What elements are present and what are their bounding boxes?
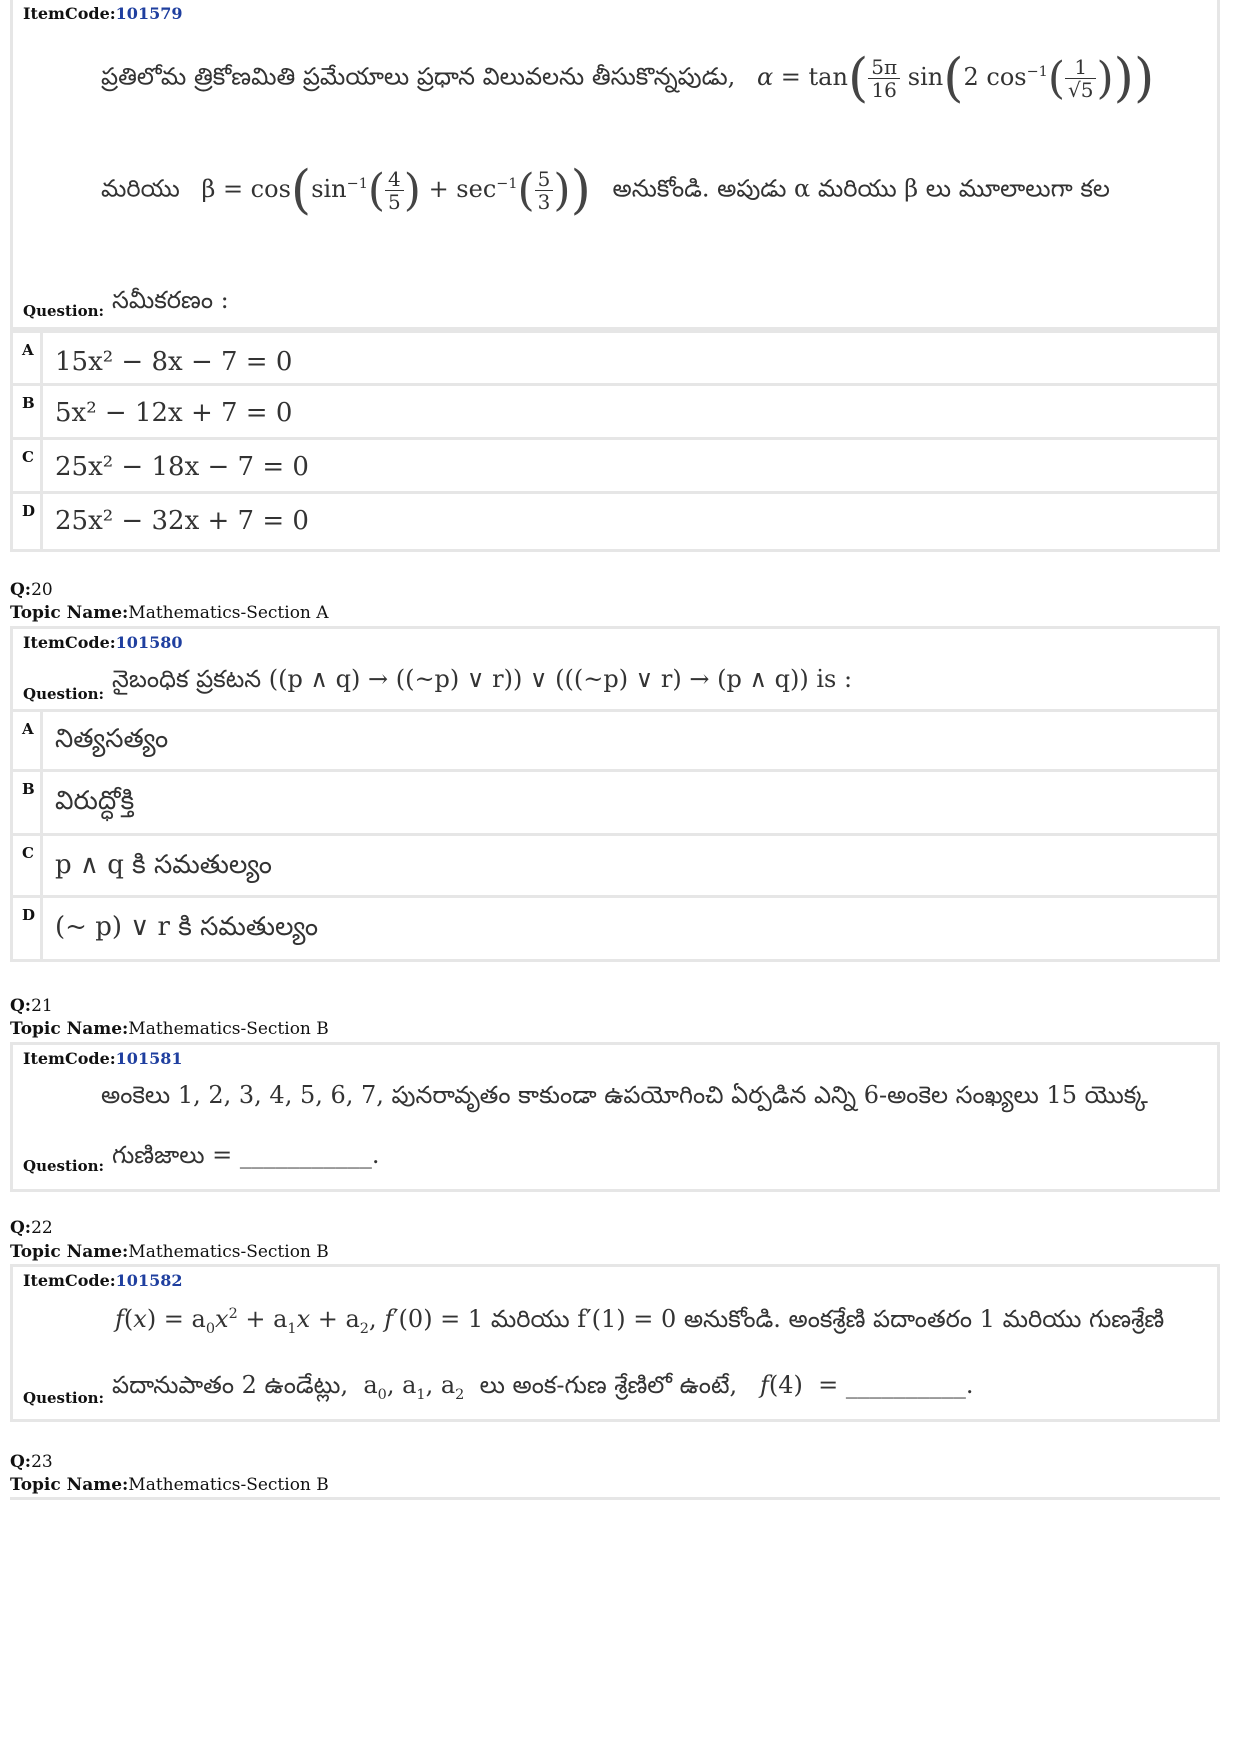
option-letter: B [13, 772, 43, 833]
item-code: ItemCode:101581 [23, 1049, 183, 1068]
question-text: మరియు f′(1) = 0 అనుకోండి. అంకశ్రేణి పదాంతరం 1 మరియు గుణశ్రేణి [490, 1305, 1165, 1333]
option-text: 15x² − 8x − 7 = 0 [55, 347, 293, 377]
option-letter: D [13, 898, 43, 959]
question-label: Question: [23, 685, 105, 703]
option-letter: C [13, 836, 43, 895]
divider [10, 1497, 1220, 1500]
option-text: 5x² − 12x + 7 = 0 [55, 398, 293, 428]
option-d[interactable] [10, 494, 1220, 552]
question-line-1 [115, 1305, 1164, 1339]
coefficients: $a_0$, $a_1$, $a_2$ [355, 1371, 465, 1403]
question-line-2 [101, 160, 1110, 220]
option-letter: C [13, 440, 43, 491]
option-letter: A [13, 712, 43, 769]
option-letter: B [13, 386, 43, 437]
alpha-formula: α = tan( $\frac{5\pi}{16}$ sin(2 $\cos^{-1}$( $\frac{1}{√5}$ ))) [756, 48, 1155, 108]
question-line-1 [101, 48, 1154, 108]
question-text: సమీకరణం : [112, 286, 229, 314]
option-text: విరుద్ధోక్తి [55, 786, 135, 816]
question-number: Q:20 [10, 580, 53, 600]
option-a[interactable] [10, 712, 1220, 772]
option-text: 25x² − 32x + 7 = 0 [55, 506, 309, 536]
question-line-2 [112, 1371, 974, 1405]
question-text: మరియు [101, 174, 180, 203]
option-d[interactable] [10, 898, 1220, 962]
option-text: p ∧ q కి సమతుల్యం [55, 850, 272, 880]
question-text: నైబంధిక ప్రకటన ((p ∧ q) → ((~p) ∨ r)) ∨ (((~p) ∨ r) → (p ∧ q)) is : [112, 665, 853, 693]
option-letter: D [13, 494, 43, 549]
f4-expression: f(4) [760, 1371, 811, 1399]
question-label: Question: [23, 1389, 105, 1407]
option-b[interactable] [10, 772, 1220, 836]
question-number: Q:22 [10, 1218, 53, 1238]
topic-name: Topic Name:Mathematics-Section B [10, 1242, 329, 1262]
option-text: 25x² − 18x − 7 = 0 [55, 452, 309, 482]
q21-question-box [10, 1042, 1220, 1192]
question-text: పదానుపాతం 2 ఉండేట్లు, [112, 1371, 349, 1399]
topic-name: Topic Name:Mathematics-Section A [10, 603, 329, 623]
item-code: ItemCode:101582 [23, 1271, 183, 1290]
question-text: అంకెలు 1, 2, 3, 4, 5, 6, 7, పునరావృతం కాకుండా ఉపయోగించి ఏర్పడిన ఎన్ని 6-అంకెల సంఖ్యలు 15 యొక్క [101, 1081, 1148, 1109]
q20-question-box [10, 626, 1220, 712]
beta-formula: $\beta = \cos(\sin^{-1}$( $\frac{4}{5}$ ) + $\sec^{-1}$( $\frac{5}{3}$ )) [201, 160, 591, 220]
option-a[interactable] [10, 330, 1220, 386]
option-c[interactable] [10, 440, 1220, 494]
option-text: నిత్యసత్యం [55, 724, 169, 754]
option-letter: A [13, 333, 43, 383]
question-text: ప్రతిలోమ త్రికోణమితి ప్రమేయాలు ప్రధాన విలువలను తీసుకొన్నపుడు, [101, 62, 736, 91]
option-text: (~ p) ∨ r కి సమతుల్యం [55, 912, 319, 942]
function-formula: $f(x) = a_0x^2 + a_1x + a_2$, f′(0) = 1 [115, 1305, 491, 1337]
topic-name: Topic Name:Mathematics-Section B [10, 1019, 329, 1039]
option-b[interactable] [10, 386, 1220, 440]
item-code: ItemCode:101579 [23, 4, 183, 23]
question-label: Question: [23, 302, 105, 320]
question-number: Q:23 [10, 1452, 53, 1472]
question-text: లు అంక-గుణ శ్రేణిలో ఉంటే, [479, 1371, 738, 1399]
option-c[interactable] [10, 836, 1220, 898]
question-text: = __________. [818, 1371, 974, 1399]
q19-question-box [10, 0, 1220, 330]
q22-question-box [10, 1264, 1220, 1422]
question-text: గుణిజాలు = ___________. [112, 1141, 380, 1169]
item-code: ItemCode:101580 [23, 633, 183, 652]
question-label: Question: [23, 1157, 105, 1175]
question-number: Q:21 [10, 996, 53, 1016]
question-text: అనుకోండి. అపుడు α మరియు β లు మూలాలుగా కల [612, 174, 1110, 203]
topic-name: Topic Name:Mathematics-Section B [10, 1475, 329, 1495]
